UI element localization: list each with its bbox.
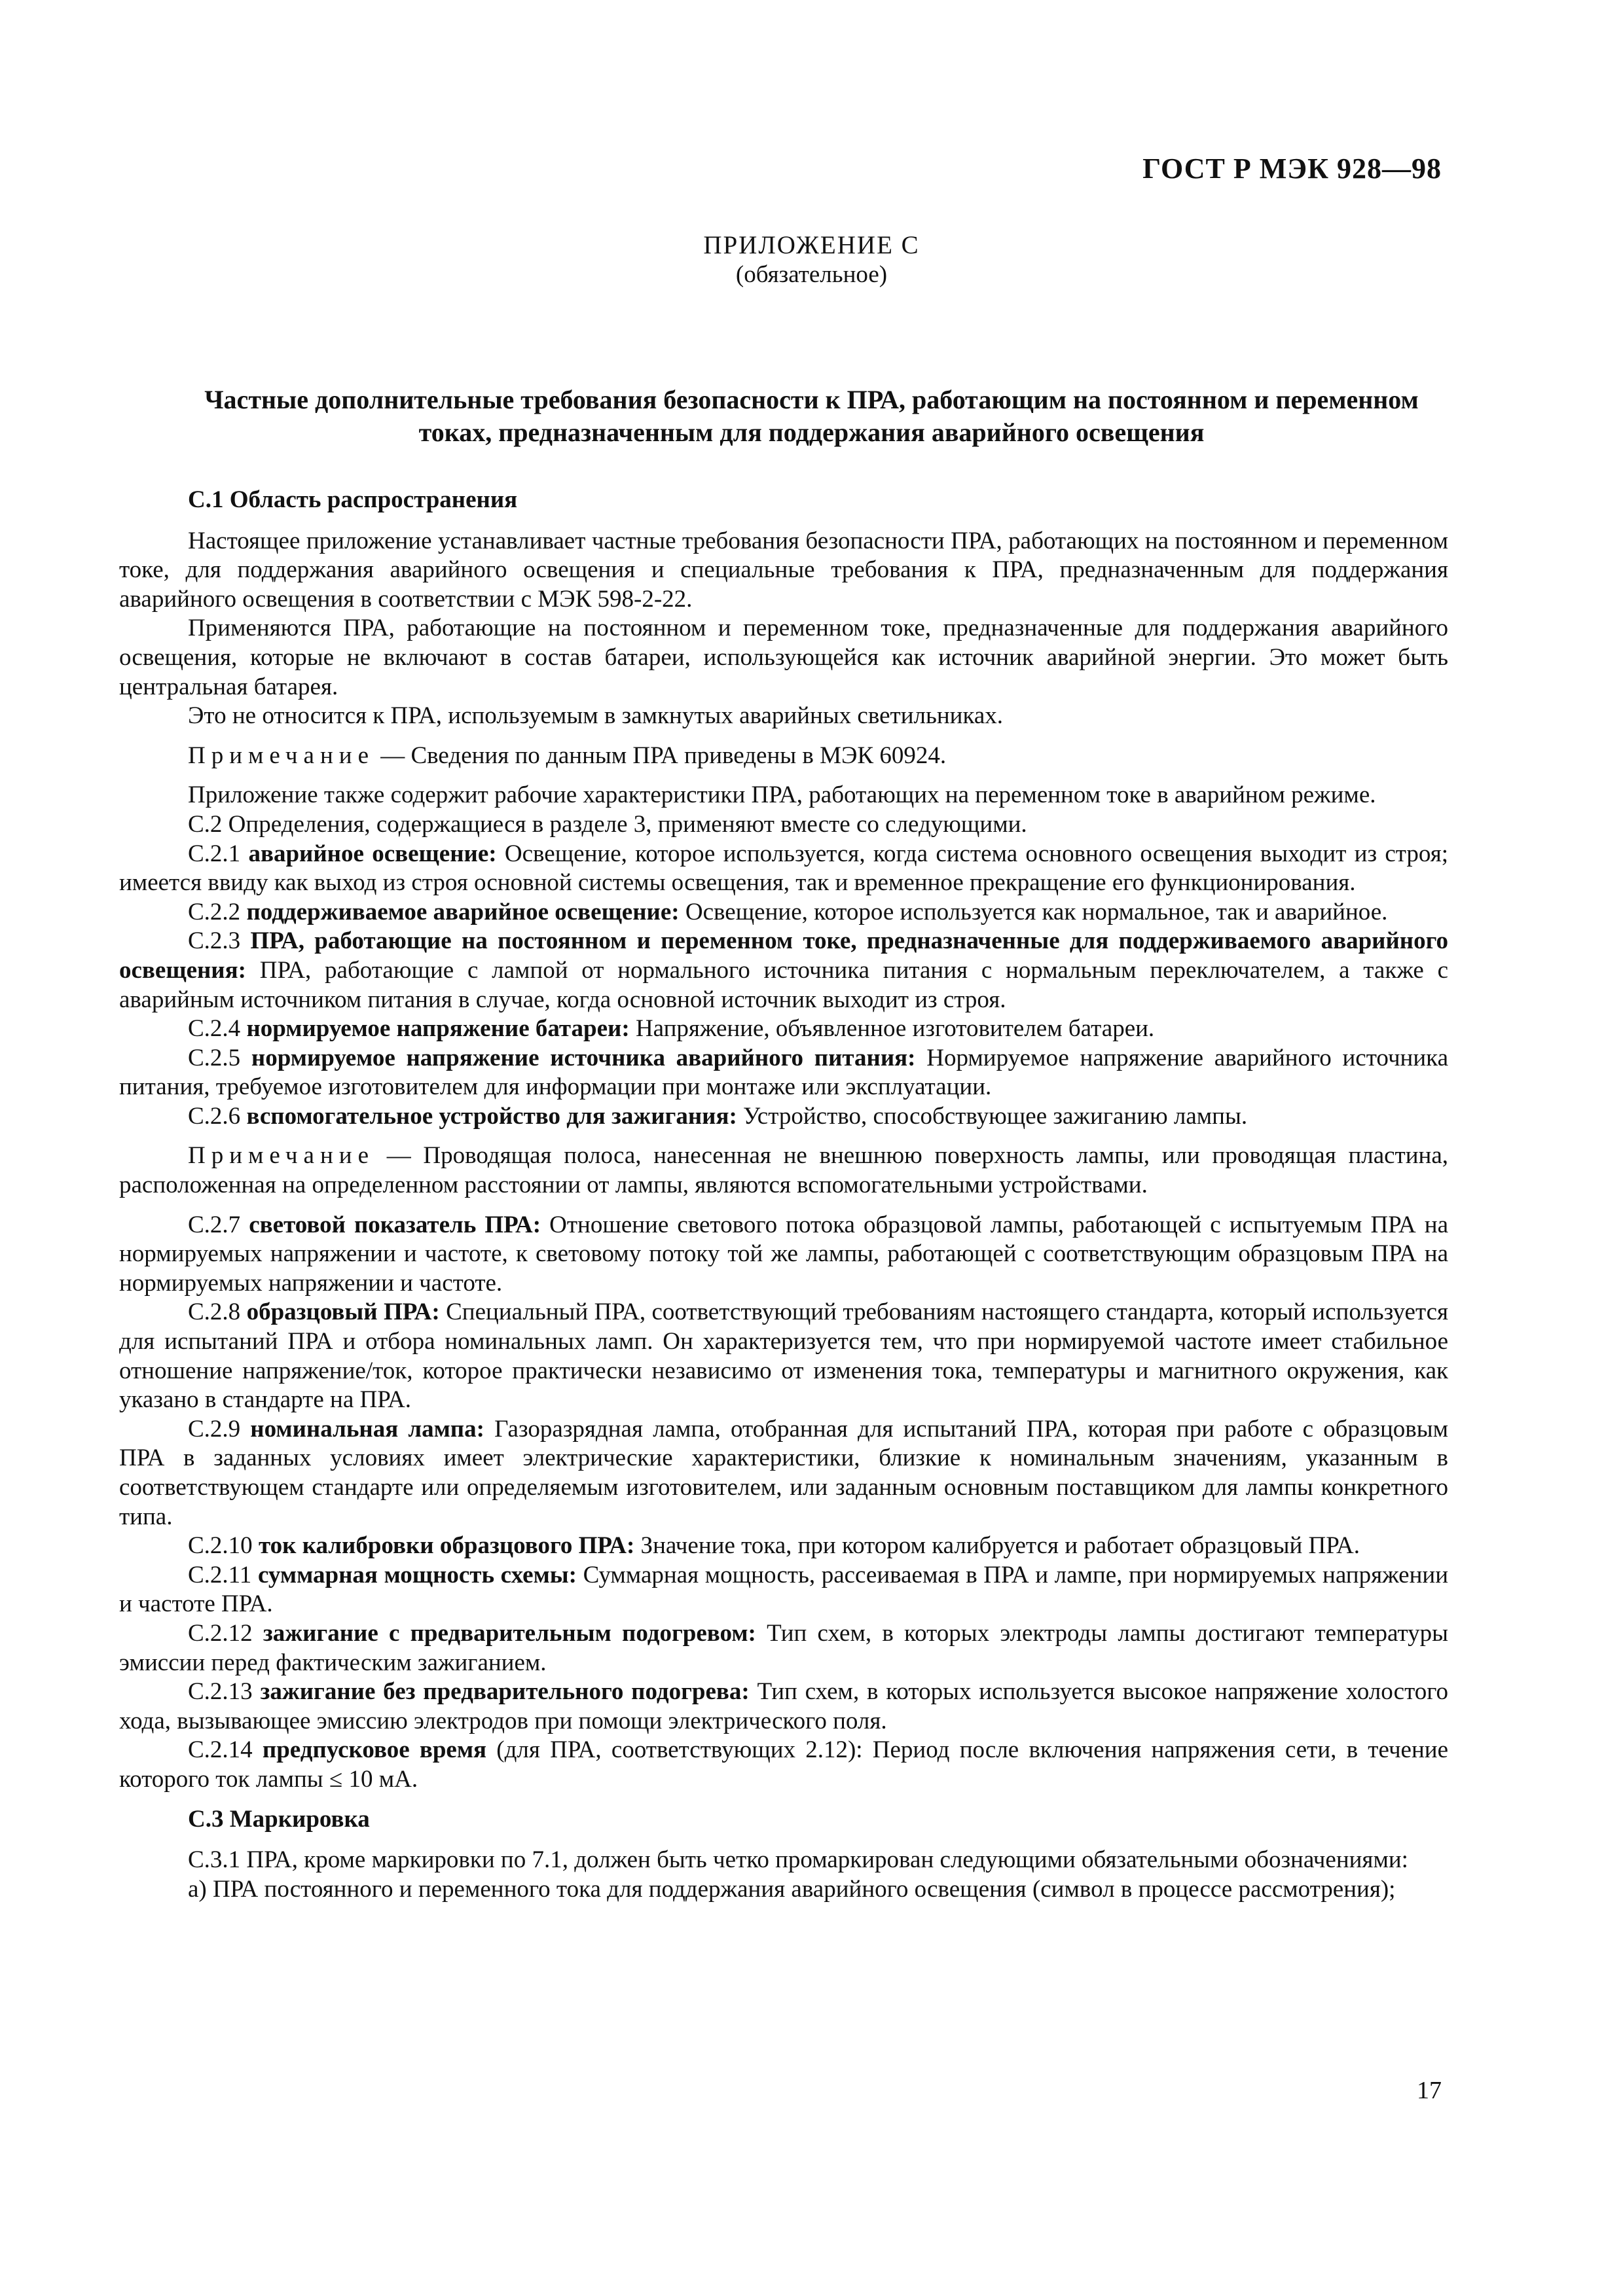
def-term: поддерживаемое аварийное освещение:	[246, 898, 680, 925]
definition-c2-5	[119, 1044, 1448, 1102]
paragraph-c1-2: Применяются ПРА, работающие на постоянном и переменном токе, предназначенные для поддержания аварийного освещения, которые не включают в состав батареи, использующейся как источник аварийной энергии. Это может быть центральная батарея.	[119, 615, 1448, 700]
paragraph-c1-1: Настоящее приложение устанавливает частные требования безопасности ПРА, работающих на постоянном и переменном токе, для поддержания аварийного освещения и специальные требования к ПРА, предназначенным для поддержания аварийного освещения в соответствии с МЭК 598-2-22.	[119, 527, 1448, 613]
def-term: нормируемое напряжение батареи:	[246, 1015, 630, 1043]
note-2-text: — Проводящая полоса, нанесенная не внешнюю поверхность лампы, или проводящая пластина, расположенная на определенном расстоянии от лампы, являются вспомогательными устройствами.	[119, 1142, 1449, 1199]
def-text: Освещение, которое используется, когда система основного освещения выходит из строя; имеется ввиду как выход из строя основной системы освещения, так и временное прекращение его функционирования.	[119, 840, 1449, 897]
def-term: суммарная мощность схемы:	[257, 1561, 577, 1588]
def-number: С.2.11	[188, 1561, 252, 1588]
def-term: аварийное освещение:	[248, 840, 497, 867]
def-text: Освещение, которое используется как нормальное, так и аварийное.	[685, 898, 1388, 925]
def-number: С.2.7	[188, 1211, 241, 1238]
def-text: Суммарная мощность, рассеиваемая в ПРА и лампе, при нормируемых напряжении и частоте ПРА.	[119, 1561, 1448, 1618]
definition-c2-1	[119, 840, 1448, 898]
definition-c2-2	[119, 898, 1448, 927]
standard-code: ГОСТ Р МЭК 928—98	[1142, 152, 1442, 185]
def-number: С.2.4	[188, 1015, 241, 1043]
def-text: Тип схем, в которых электроды лампы достигают температуры эмиссии перед фактическим зажиганием.	[119, 1619, 1449, 1676]
paragraph-c1-4: Приложение также содержит рабочие характеристики ПРА, работающих на переменном токе в аварийном режиме.	[188, 781, 1376, 809]
def-text: Нормируемое напряжение аварийного источника питания, требуемое изготовителем для информации при монтаже или эксплуатации.	[119, 1044, 1448, 1101]
section-heading-c3: С.3 Маркировка	[188, 1805, 370, 1833]
definition-c2-10	[119, 1532, 1448, 1561]
def-number: С.2.10	[188, 1532, 253, 1560]
def-text: Отношение светового потока образцовой лампы, работающей с испытуемым ПРА на нормируемых напряжении и частоте, к световому потоку той же лампы, работающей с соответствующим образцовым ПРА на нормируемых напряжении и частоте.	[119, 1211, 1449, 1297]
note-2	[119, 1141, 1448, 1200]
def-number: С.2.13	[188, 1678, 253, 1706]
note-label: Примечание	[188, 742, 374, 769]
paragraph-c3-1: С.3.1 ПРА, кроме маркировки по 7.1, должен быть четко промаркирован следующими обязательными обозначениями:	[188, 1846, 1408, 1874]
def-term: образцовый ПРА:	[246, 1299, 440, 1326]
def-term: вспомогательное устройство для зажигания:	[246, 1102, 737, 1130]
list-item-c3-1-a: а) ПРА постоянного и переменного тока для поддержания аварийного освещения (символ в процессе рассмотрения);	[188, 1875, 1396, 1903]
title-line-2: токах, предназначенным для поддержания аварийного освещения	[418, 418, 1205, 447]
paragraph-c2: С.2 Определения, содержащиеся в разделе 3, применяют вместе со следующими.	[188, 810, 1027, 838]
def-number: С.2.5	[188, 1044, 241, 1071]
def-term: предпусковое время	[262, 1736, 487, 1764]
definition-c2-4	[119, 1014, 1448, 1044]
definition-c2-11	[119, 1561, 1448, 1619]
title-line-1: Частные дополнительные требования безопасности к ПРА, работающим на постоянном и переменном	[204, 385, 1419, 414]
definition-c2-13	[119, 1677, 1448, 1736]
def-number: С.2.14	[188, 1736, 253, 1764]
annex-title: ПРИЛОЖЕНИЕ С	[703, 231, 920, 259]
def-text: Газоразрядная лампа, отобранная для испытаний ПРА, которая при работе с образцовым ПРА в заданных условиях имеет электрические характеристики, близкие к номинальным значениям, указанным в соответствующем стандарте или определяемым изготовителем, или заданным основным поставщиком для лампы конкретного типа.	[119, 1415, 1449, 1530]
def-term: нормируемое напряжение источника аварийного питания:	[251, 1044, 916, 1071]
def-term: ток калибровки образцового ПРА:	[258, 1532, 635, 1560]
section-heading-c1: С.1 Область распространения	[188, 486, 518, 513]
def-number: С.2.6	[188, 1102, 241, 1130]
def-term: зажигание без предварительного подогрева:	[260, 1678, 750, 1706]
def-text: ПРА, работающие с лампой от нормального источника питания с нормальным переключателем, а также с аварийным источником питания в случае, когда основной источник выходит из строя.	[119, 956, 1448, 1013]
def-text: Устройство, способствующее зажиганию лампы.	[743, 1102, 1248, 1130]
def-number: С.2.1	[188, 840, 241, 867]
def-term: световой показатель ПРА:	[249, 1211, 541, 1238]
annex-status: (обязательное)	[735, 261, 888, 288]
document-body	[119, 486, 1448, 1904]
def-term: ПРА, работающие на постоянном и переменном токе, предназначенные для поддерживаемого аварийного освещения:	[119, 927, 1448, 984]
def-term: номинальная лампа:	[250, 1415, 484, 1443]
def-text: Специальный ПРА, соответствующий требованиям настоящего стандарта, который используется для испытаний ПРА и отбора номинальных ламп. Он характеризуется тем, что при нормируемой частоте имеет стабильное отношение напряжение/ток, которое практически независимо от изменения тока, температуры и магнитного окружения, как указано в стандарте на ПРА.	[119, 1299, 1449, 1414]
def-number: С.2.12	[188, 1619, 253, 1647]
def-number: С.2.9	[188, 1415, 241, 1443]
def-text: Значение тока, при котором калибруется и работает образцовый ПРА.	[640, 1532, 1360, 1560]
definition-c2-14	[119, 1736, 1448, 1794]
note-1	[119, 742, 1448, 771]
note-1-text: — Сведения по данным ПРА приведены в МЭК 60924.	[380, 742, 947, 769]
def-number: С.2.8	[188, 1299, 241, 1326]
definition-c2-6	[119, 1102, 1448, 1132]
def-term: зажигание с предварительным подогревом:	[263, 1619, 756, 1647]
definition-c2-9	[119, 1415, 1448, 1532]
document-title	[118, 384, 1505, 449]
note-label: Примечание	[188, 1142, 374, 1170]
def-text: Тип схем, в которых используется высокое напряжение холостого хода, вызывающее эмиссию электродов при помощи электрического поля.	[119, 1678, 1449, 1734]
def-number: С.2.2	[188, 898, 241, 925]
definition-c2-7	[119, 1211, 1448, 1299]
definition-c2-12	[119, 1619, 1448, 1677]
page-number: 17	[1417, 2077, 1442, 2104]
paragraph-c1-3: Это не относится к ПРА, используемым в замкнутых аварийных светильниках.	[188, 702, 1004, 730]
def-text: Напряжение, объявленное изготовителем батареи.	[635, 1015, 1155, 1043]
definition-c2-3	[119, 927, 1448, 1014]
def-number: С.2.3	[188, 927, 241, 955]
definition-c2-8	[119, 1298, 1448, 1414]
def-text: (для ПРА, соответствующих 2.12): Период после включения напряжения сети, в течение которого ток лампы ≤ 10 мА.	[119, 1736, 1448, 1793]
